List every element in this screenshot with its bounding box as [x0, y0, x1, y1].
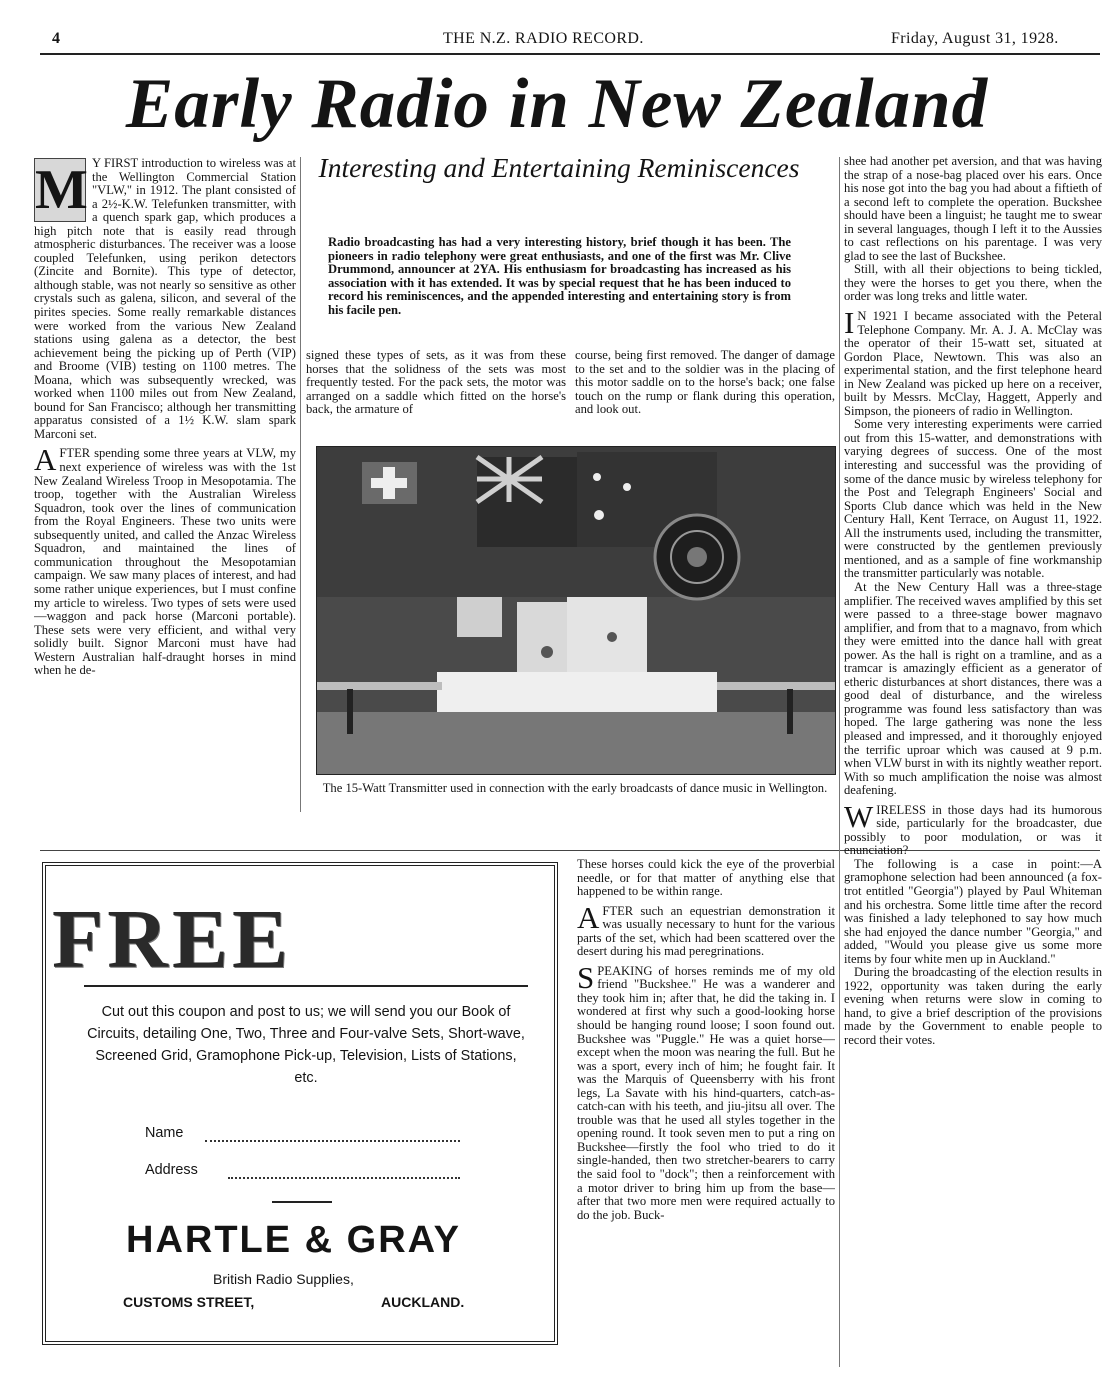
- publication-name: THE N.Z. RADIO RECORD.: [443, 30, 644, 47]
- intro-paragraph: Radio broadcasting has had a very interesting history, brief though it has been. The pioneers in radio telephony were great enthusiasts, and one of the first was Mr. Clive Drummond, announcer at 2YA. His enthusiasm for broadcasting has increased as his association with it has extended. It was by special request that he has been induced to record his reminiscences, and the appended interesting and entertaining story is from his facile pen.: [328, 235, 791, 317]
- subheadline: Interesting and Entertaining Reminiscences: [318, 152, 800, 183]
- col4-paragraph-6: WIRELESS in those days had its humorous side, particularly for the broadcaster, due possibly to poor modulation, or was it enunciation?: [844, 798, 1102, 858]
- col4-paragraph-7: The following is a case in point:—A gramophone selection had been announced (a fox-trot entitled "Georgia") played by Paul Whiteman and his orchestra. Some little time after the record was finished a lady telephoned to say how much she had enjoyed the dance number "Georgia," and added, "Would you please give us some more items by four white men up in Auckland.": [844, 856, 1102, 966]
- company-street: CUSTOMS STREET,: [123, 1294, 255, 1310]
- col3-paragraph-1: These horses could kick the eye of the proverbial needle, or for that matter of anything else that happened to be within range.: [577, 858, 835, 899]
- col2b-text: course, being first removed. The danger of damage to the set and to the soldier was in the placing of this motor saddle on to the horse's back; one false touch on the rump or flank during this operation, and look out.: [575, 349, 835, 417]
- column-2a: [306, 349, 566, 439]
- col4-paragraph-1: shee had another pet aversion, and that was having the strap of a nose-bag placed over his ears. Once his nose got into the bag you had about a fiftieth of a second left to complete the operation. Buckshee should have been a linguist; he taught me to swear in several languages, though I left it to the Aussies to cast reflections on his parentage. I was very glad to see the last of Buckshee.: [844, 155, 1102, 263]
- issue-date: Friday, August 31, 1928.: [891, 30, 1059, 47]
- column-2b: [575, 349, 835, 439]
- advert-separator: [272, 1201, 332, 1203]
- column-3: [577, 858, 835, 1370]
- company-tagline: British Radio Supplies,: [213, 1271, 354, 1287]
- col4-paragraph-4: Some very interesting experiments were carried out from this 15-watter, and demonstrations with varying degrees of success. One of the most interesting and successful was the providing of some of the dance music by wireless telephony for the Post and Telegraph Engineers' Social and Sports Club dance which was held in the New Century Hall, Kent Terrace, on August 11, 1922. All the instruments used, including the transmitter, were constructed by the gentlemen previously mentioned, and as a sample of fine workmanship the transmitter particularly was notable.: [844, 417, 1102, 581]
- ornamental-initial: M: [35, 159, 88, 221]
- col1-paragraph-1: M Y FIRST introduction to wireless was at the Wellington Commercial Station "VLW," in 1912. The plant consisted of a 2½-K.W. Telefunken transmitter, with a quench spark gap, which produces a high pitch note that is easily read through atmospheric disturbances. The receiver was a loose coupled Telefunken, using perikon detectors (Zincite and Bornite). This type of detector, although stable, was not nearly so sensitive as other crystals such as galena, silicon, and several of the pirites species. Some really remarkable distances were worked from the various New Zealand stations using galena as a detector, the best achievement being the picking up of Perth (VIP) and Broome (VIB) testing on 1100 metres. The Moana, which was subsequently wrecked, was worked when 1100 miles out from New Zealand, bound for San Francisco; although her transmitting apparatus consisted of a 1½ K.W. slam spark Marconi set.: [34, 157, 296, 441]
- col4-paragraph-3: I N 1921 I became associated with the Peteral Telephone Company. Mr. A. J. A. McClay was the operator of their 15-watt set, situated at Gordon Place, Newtown. This was also an experimental station, and the first telephone heard in New Zealand was picked up here on a receiver, built by Messrs. McClay, Haggett, Apperly and Simpson, the pioneers of radio in Wellington.: [844, 305, 1102, 418]
- dropcap: A: [34, 442, 57, 478]
- col4-paragraph-5: At the New Century Hall was a three-stage amplifier. The received waves amplified by this set were passed to a three-stage bower magnavo amplifier, and from that to a magnavo, from which they were emitted into the dance hall with great power. As the hall is right on a tramline, and as a tramcar is amazingly efficient as a generator of etheric disturbances at short distances, there was a good deal of disturbance, and the wireless programme was found less satisfactory than was hoped. The large gathering was none the less pleased and impressed, and it thoroughly enjoyed the terrific uproar which was caused at 9 p.m. when VLW burst in with its nightly weather report. With so much amplification the noise was almost deafening.: [844, 579, 1102, 798]
- column-4: [844, 155, 1102, 1370]
- headline: Early Radio in New Zealand: [125, 65, 989, 143]
- company-city: AUCKLAND.: [381, 1294, 465, 1310]
- column-divider: [839, 157, 840, 1367]
- col4-paragraph-2: Still, with all their objections to being tickled, they were the horses to get you there, when the order was long treks and little water.: [844, 262, 1102, 304]
- col3-paragraph-3: SPEAKING of horses reminds me of my old friend "Buckshee." He was a wanderer and they took him in; after that, he did the taking in. I wondered at first why such a good-looking horse should be hanging round loose; I soon found out. Buckshee was "Puggle." He was a quiet horse—except when the moon was nearing the full. But he was a sport, every inch of him; he fought fair. It was the Marquis of Queensberry with his front legs, La Savate with his hind-quarters, catch-as-catch-can with his teeth, and jiu-jitsu all over. The trouble was that he used all styles together in the opening round. It took seven men to put a ring on Buckshee—firstly the fool who tried to do it single-handed, then two stretcher-bearers to carry the said fool to "dock"; then a reinforcement with a motor driver to bring him up from the base—after that two more men were required actually to do the job. Buck-: [577, 959, 835, 1222]
- dropcap: S: [577, 959, 595, 995]
- column-1: [34, 157, 296, 812]
- col4-paragraph-8: During the broadcasting of the election results in 1922, opportunity was taken during the early evening when returns were slow in coming to hand, to give a brief description of the provisions made by the Government to enable people to record their votes.: [844, 965, 1102, 1047]
- masthead-rule: [40, 53, 1100, 55]
- col3-paragraph-2: AFTER such an equestrian demonstration it was usually necessary to hunt for the various parts of the set, which had been scattered over the desert during his mad peregrinations.: [577, 899, 835, 959]
- name-field[interactable]: [205, 1140, 460, 1142]
- transmitter-photo-illustration: [317, 447, 835, 774]
- company-name: HARTLE & GRAY: [126, 1219, 461, 1261]
- advert-headline: FREE: [52, 893, 293, 986]
- photo-caption: The 15-Watt Transmitter used in connection with the early broadcasts of dance music in Wellington.: [322, 781, 828, 795]
- advert-body: Cut out this coupon and post to us; we will send you our Book of Circuits, detailing One, Two, Three and Four-valve Sets, Short-wave, Screened Grid, Gramophone Pick-up, Television, Lists of Stations, etc.: [87, 1004, 525, 1086]
- column-divider: [300, 157, 301, 812]
- advert-rule: [84, 985, 528, 987]
- dropcap: I: [844, 305, 855, 341]
- name-label: Name: [145, 1125, 184, 1141]
- page-number: 4: [52, 30, 61, 47]
- col2a-text: signed these types of sets, as it was from these horses that the solidness of the sets was most frequently tested. For the pack sets, the motor was arranged on a saddle which fitted on the horse's back, the armature of: [306, 349, 566, 417]
- address-label: Address: [145, 1162, 198, 1178]
- address-field[interactable]: [228, 1177, 460, 1179]
- transmitter-photo: [316, 446, 836, 775]
- col1-paragraph-2: AFTER spending some three years at VLW, my next experience of wireless was with the 1st New Zealand Wireless Troop in Mesopotamia. The troop, together with the Australian Wireless Squadron, took over the lines of communication from the Royal Engineers. These two units were subsequently united, and called the Anzac Wireless Squadron, and maintained the lines of communication throughout the Mesopotamian campaign. We saw many places of interest, and had some rather unique experiences, but I must confine my article to wireless. Two types of sets were used—waggon and pack horse (Marconi portable). These sets were very efficient, and withal very solidly built. Signor Marconi must have had Western Australian half-draught horses in mind when he de-: [34, 442, 296, 678]
- dropcap: A: [577, 899, 600, 935]
- dropcap: W: [844, 798, 874, 834]
